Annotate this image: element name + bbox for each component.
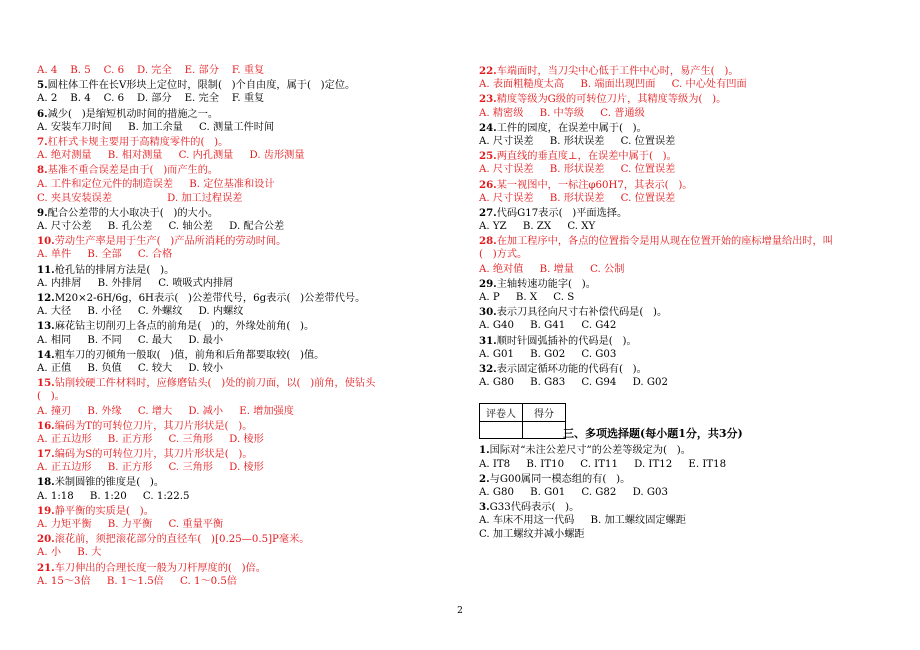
question-number: 2. [479,472,490,485]
question-text: 两直线的垂直度⊥，在误差中属于( )。 [496,151,677,163]
option-text: A. 尺寸误差 B. 形状误差 C. 位置误差 [479,192,676,204]
question-line [479,178,899,192]
question-text: M20×2-6H/6g，6H表示( )公差带代号，6g表示( )公差带代号。 [54,293,366,304]
option-line [37,575,457,589]
question-number: 19. [37,504,55,517]
question-number: 32. [479,362,497,375]
question-number: 14. [37,348,55,361]
question-number: 28. [479,235,497,248]
option-line [479,376,899,390]
score-header: 得分 [523,404,566,422]
option-line [37,305,457,319]
option-line [479,263,899,277]
question-line [37,319,457,333]
question-text: 国际对“未注公差尺寸”的公差等级定为( )。 [489,445,691,457]
option-line [479,319,899,333]
option-text: A. 4 B. 5 C. 6 D. 完全 E. 部分 F. 重复 [37,65,265,76]
option-text: A. YZ B. ZX C. XY [479,221,596,233]
option-line [37,518,457,532]
question-line [479,305,899,319]
option-text: A. 大径 B. 小径 C. 外螺纹 D. 内螺纹 [37,306,244,318]
option-text: A. 正五边形 B. 正方形 C. 三角形 D. 棱形 [37,433,264,445]
question-line [37,447,457,461]
multiple-choice-questions [479,443,899,542]
option-text: A. 安装车刀时间 B. 加工余量 C. 测量工件时间 [37,121,275,133]
question-number: 27. [479,206,497,219]
score-cell [523,421,566,439]
option-line [479,486,899,500]
question-text: 枪孔钻的排屑方法是( )。 [54,264,175,276]
option-text: A. 小 B. 大 [37,547,102,559]
option-line [37,92,457,106]
question-line [479,334,899,348]
option-text: A. 精密级 B. 中等级 C. 普通级 [479,107,645,119]
question-number: 25. [479,150,497,163]
question-text: 编码为S的可转位刀片，其刀片形状是( )。 [54,449,253,461]
option-line [37,390,457,404]
question-number: 23. [479,93,497,106]
score-box-row [479,403,899,443]
question-text: 车端面时，当刀尖中心低于工件中心时，易产生( )。 [496,66,739,77]
question-number: 17. [37,448,55,461]
option-text: A. 尺寸误差 B. 形状误差 C. 位置误差 [479,164,676,176]
question-number: 12. [37,292,55,304]
question-text: 表示刀具径向尺寸右补偿代码是( )。 [496,307,668,319]
question-line [37,206,457,220]
option-line [479,192,899,206]
question-text: 劳动生产率是用于生产( )产品所消耗的劳动时间。 [54,236,287,248]
question-number: 26. [479,178,497,191]
question-line [37,376,457,390]
question-number: 29. [479,277,497,290]
option-line [37,405,457,419]
option-text: ( )方式。 [479,249,528,261]
option-line [479,458,899,472]
question-number: 11. [37,263,55,276]
question-line [479,234,899,248]
question-number: 30. [479,306,497,319]
question-line [479,472,899,486]
question-text: 表示固定循环功能的代码有( )。 [496,363,647,375]
question-line [37,419,457,433]
question-line [37,291,457,305]
question-number: 1. [479,444,490,457]
option-line [479,528,899,542]
option-text: A. 单件 B. 全部 C. 合格 [37,249,173,261]
question-line [37,107,457,121]
question-text: 车刀伸出的合理长度一般为刀杆厚度的( )倍。 [54,562,266,574]
question-text: 编码为T的可转位刀片，其刀片形状是( )。 [54,420,253,432]
option-text: A. 撞刃 B. 外缘 C. 增大 D. 减小 E. 增加强度 [37,405,294,417]
single-choice-questions-continued [479,64,899,390]
option-line [37,64,457,78]
option-line [37,546,457,560]
question-line [37,561,457,575]
option-line [479,220,899,234]
right-column [479,64,899,543]
question-line [37,504,457,518]
question-number: 21. [37,561,55,574]
question-line [479,64,899,78]
question-number: 7. [37,135,48,148]
option-text: A. G80 B. G01 C. G82 D. G03 [479,486,668,498]
option-line [37,461,457,475]
question-line [479,277,899,291]
option-text: A. 绝对值 B. 增量 C. 公制 [479,263,625,275]
option-text: A. P B. X C. S [479,292,575,303]
question-text: G33代码表示( )。 [489,502,580,514]
question-text: 精度等级为G级的可转位刀片，其精度等级为( )。 [496,94,727,106]
question-line [37,163,457,177]
question-number: 10. [37,235,55,248]
question-number: 6. [37,107,48,120]
question-text: 静平衡的实质是( )。 [54,505,154,517]
question-line [37,78,457,92]
option-line [37,362,457,376]
option-line [37,277,457,291]
question-text: 粗车刀的刃倾角一般取( )值，前角和后角都要取较( )值。 [54,349,325,361]
option-text: C. 夹具安装误差 D. 加工过程误差 [37,192,243,204]
question-text: 麻花钻主切削刃上各点的前角是( )的，外缘处前角( )。 [54,321,315,333]
question-line [37,135,457,149]
option-text: ( )。 [37,391,65,403]
question-number: 16. [37,419,55,432]
question-number: 3. [479,501,490,514]
question-number: 20. [37,533,55,546]
section-title: 三、多项选择题(每小题1分，共3分) [563,427,743,441]
question-text: 杠杆式卡规主要用于高精度零件的( )。 [47,136,229,148]
option-text: A. 绝对测量 B. 相对测量 C. 内孔测量 D. 齿形测量 [37,150,305,162]
question-text: 代码G17表示( )平面选择。 [496,207,628,219]
question-line [479,121,899,135]
option-line [37,178,457,192]
option-text: A. 内排屑 B. 外排屑 C. 喷吸式内排屑 [37,277,234,289]
question-line [37,475,457,489]
question-number: 24. [479,121,497,134]
option-line [37,248,457,262]
option-text: A. 尺寸误差 B. 形状误差 C. 位置误差 [479,135,676,147]
question-number: 5. [37,79,48,92]
question-line [479,500,899,514]
question-text: 滚花前，须把滚花部分的直径车( )[0.25—0.5]P毫米。 [54,534,310,546]
option-text: A. 相同 B. 不同 C. 最大 D. 最小 [37,334,224,346]
option-text: A. 1:18 B. 1:20 C. 1:22.5 [37,490,190,502]
question-number: 8. [37,164,48,177]
option-line [479,107,899,121]
question-line [479,149,899,163]
option-line [479,348,899,362]
option-line [479,291,899,305]
option-text: A. IT8 B. IT10 C. IT11 D. IT12 E. IT18 [479,458,727,470]
question-number: 22. [479,65,497,77]
option-text: A. G01 B. G02 C. G03 [479,348,617,360]
option-line [479,248,899,262]
option-text: A. 2 B. 4 C. 6 D. 部分 E. 完全 F. 重复 [37,93,265,105]
question-text: 顺时针圆弧插补的代码是( )。 [496,335,637,347]
option-text: A. 尺寸公差 B. 孔公差 C. 轴公差 D. 配合公差 [37,221,285,233]
question-line [37,348,457,362]
option-text: A. 车床不用这一代码 B. 加工螺纹固定螺距 [479,515,686,527]
left-column [37,64,457,589]
option-text: A. 正值 B. 负值 C. 较大 D. 较小 [37,362,224,374]
option-text: A. G80 B. G83 C. G94 D. G02 [479,377,668,389]
option-line [479,514,899,528]
option-line [37,192,457,206]
question-line [37,263,457,277]
option-text: A. G40 B. G41 C. G42 [479,320,617,332]
option-line [37,121,457,135]
question-text: 工件的园度，在误差中属于( )。 [496,122,647,134]
question-line [479,92,899,106]
question-text: 与G00属同一模态组的有( )。 [489,473,631,485]
page-number: 2 [457,606,463,616]
option-line [37,433,457,447]
option-line [37,149,457,163]
question-line [479,206,899,220]
option-line [37,220,457,234]
question-text: 配合公差带的大小取决于( )的大小。 [47,207,219,219]
option-line [479,163,899,177]
question-text: 米制圆锥的锥度是( )。 [54,477,165,489]
question-line [479,443,899,457]
option-text: C. 加工螺纹并减小螺距 [479,529,585,541]
option-text: A. 正五边形 B. 正方形 C. 三角形 D. 棱形 [37,462,264,474]
option-line [479,78,899,92]
grader-header: 评卷人 [480,404,523,422]
question-number: 15. [37,377,55,390]
option-line [37,490,457,504]
question-line [37,532,457,546]
option-line [37,334,457,348]
option-text: A. 15～3倍 B. 1～1.5倍 C. 1～0.5倍 [37,575,238,587]
option-text: A. 工件和定位元件的制造误差 B. 定位基准和设计 [37,178,275,190]
question-number: 31. [479,334,497,347]
option-text: A. 力矩平衡 B. 力平衡 C. 重量平衡 [37,519,224,530]
grader-cell [480,421,523,439]
question-text: 在加工程序中，各点的位置指令是用从现在位置开始的座标增量给出时，叫 [496,236,833,248]
question-text: 基准不重合误差是由于( )而产生的。 [47,165,219,177]
question-number: 13. [37,320,55,333]
option-text: A. 表面粗糙度太高 B. 端面出现凹面 C. 中心处有凹面 [479,79,747,91]
question-text: 圆柱体工件在长V形块上定位时，限制( )个自由度，属于( )定位。 [47,80,356,92]
question-text: 主轴转速功能字( )。 [496,278,596,290]
question-number: 18. [37,476,55,489]
score-box [479,403,566,439]
question-text: 某一视图中，一标注φ60H7，其表示( )。 [496,179,693,191]
question-number: 9. [37,206,48,219]
question-line [479,362,899,376]
question-text: 减少( )是缩短机动时间的措施之一。 [47,108,219,120]
question-line [37,234,457,248]
question-text: 钻削较硬工件材料时，应修磨钻头( )处的前刀面，以( )前角，使钻头 [54,378,376,390]
option-line [479,135,899,149]
